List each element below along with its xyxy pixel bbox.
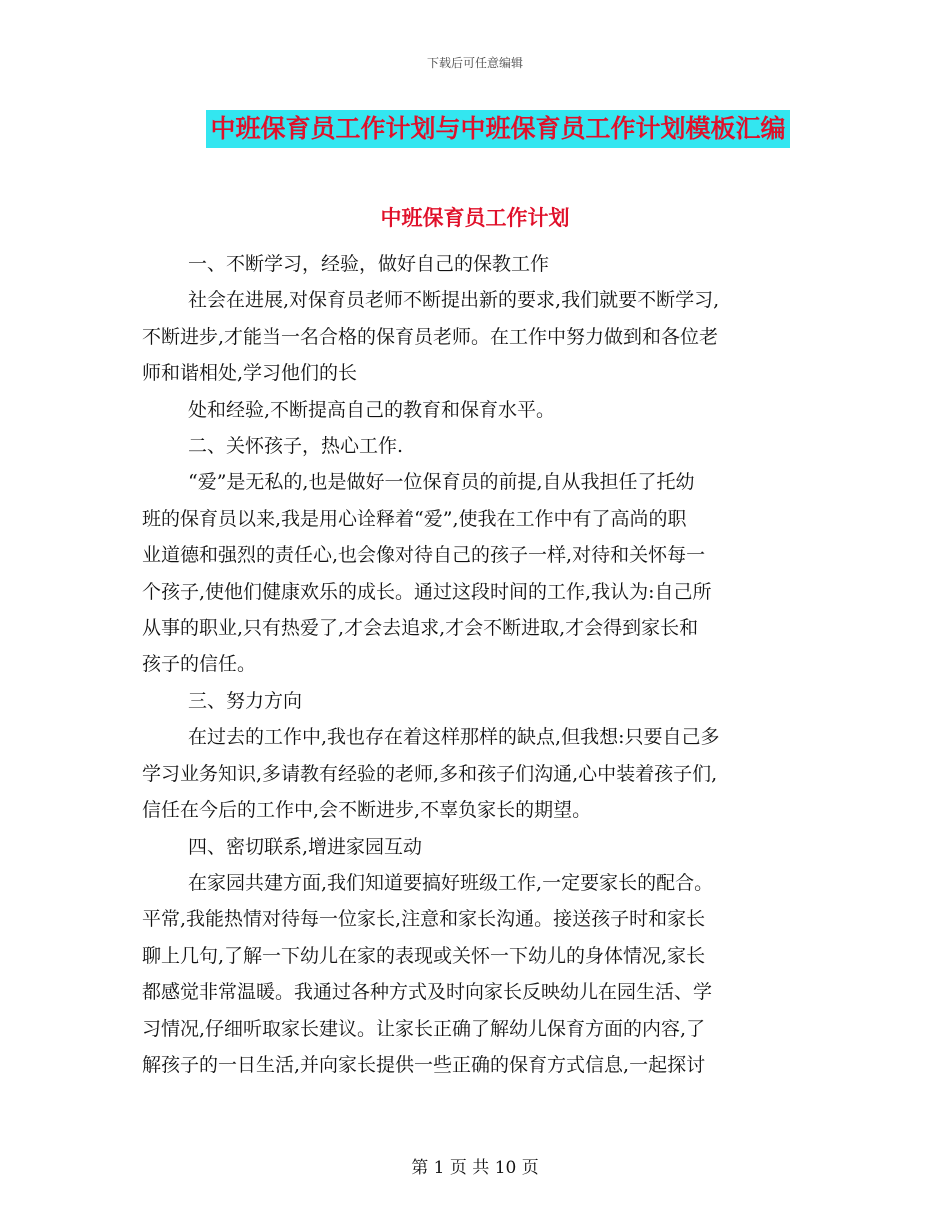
body-line: 信任在今后的工作中,会不断进步,不辜负家长的期望。 — [142, 799, 592, 822]
body-line: 师和谐相处,学习他们的长 — [142, 362, 358, 385]
body-line: 三、努力方向 — [188, 689, 303, 712]
body-line: 社会在进展,对保育员老师不断提出新的要求,我们就要不断学习, — [188, 289, 720, 312]
main-title: 中班保育员工作计划与中班保育员工作计划模板汇编 — [206, 110, 789, 148]
body-line: 四、密切联系,增进家园互动 — [188, 835, 423, 858]
body-line: 业道德和强烈的责任心,也会像对待自己的孩子一样,对待和关怀每一 — [142, 544, 706, 567]
body-line: 在过去的工作中,我也存在着这样那样的缺点,但我想:只要自己多 — [188, 726, 720, 749]
page-number: 第 1 页 共 10 页 — [411, 1158, 539, 1178]
body-line: 都感觉非常温暖。我通过各种方式及时向家长反映幼儿在园生活、学 — [142, 981, 713, 1004]
main-title-container — [0, 110, 950, 148]
header-note: 下载后可任意编辑 — [426, 56, 523, 70]
body-line: 在家园共建方面,我们知道要搞好班级工作,一定要家长的配合。 — [188, 871, 714, 894]
body-line: “爱”是无私的,也是做好一位保育员的前提,自从我担任了托幼 — [188, 471, 695, 494]
body-line: 解孩子的一日生活,并向家长提供一些正确的保育方式信息,一起探讨 — [142, 1053, 706, 1076]
section-title: 中班保育员工作计划 — [380, 206, 570, 230]
body-line: 从事的职业,只有热爱了,才会去追求,才会不断进取,才会得到家长和 — [142, 617, 699, 640]
body-line: 习情况,仔细听取家长建议。让家长正确了解幼儿保育方面的内容,了 — [142, 1017, 706, 1040]
body-line: 班的保育员以来,我是用心诠释着“爱”,使我在工作中有了高尚的职 — [142, 507, 687, 530]
body-line: 聊上几句,了解一下幼儿在家的表现或关怀一下幼儿的身体情况,家长 — [142, 944, 706, 967]
body-line: 一、不断学习，经验，做好自己的保教工作 — [188, 253, 550, 275]
body-line: 处和经验,不断提高自己的教育和保育水平。 — [188, 398, 556, 421]
body-line: 不断进步,才能当一名合格的保育员老师。在工作中努力做到和各位老 — [142, 325, 719, 348]
body-line: 二、关怀孩子，热心工作. — [188, 435, 404, 458]
document-body — [142, 246, 814, 1083]
body-line: 学习业务知识,多请教有经验的老师,多和孩子们沟通,心中装着孩子们, — [142, 762, 718, 785]
body-line: 孩子的信任。 — [142, 653, 257, 676]
body-line: 平常,我能热情对待每一位家长,注意和家长沟通。接送孩子时和家长 — [142, 908, 706, 931]
body-line: 个孩子,使他们健康欢乐的成长。通过这段时间的工作,我认为:自己所 — [142, 580, 712, 603]
